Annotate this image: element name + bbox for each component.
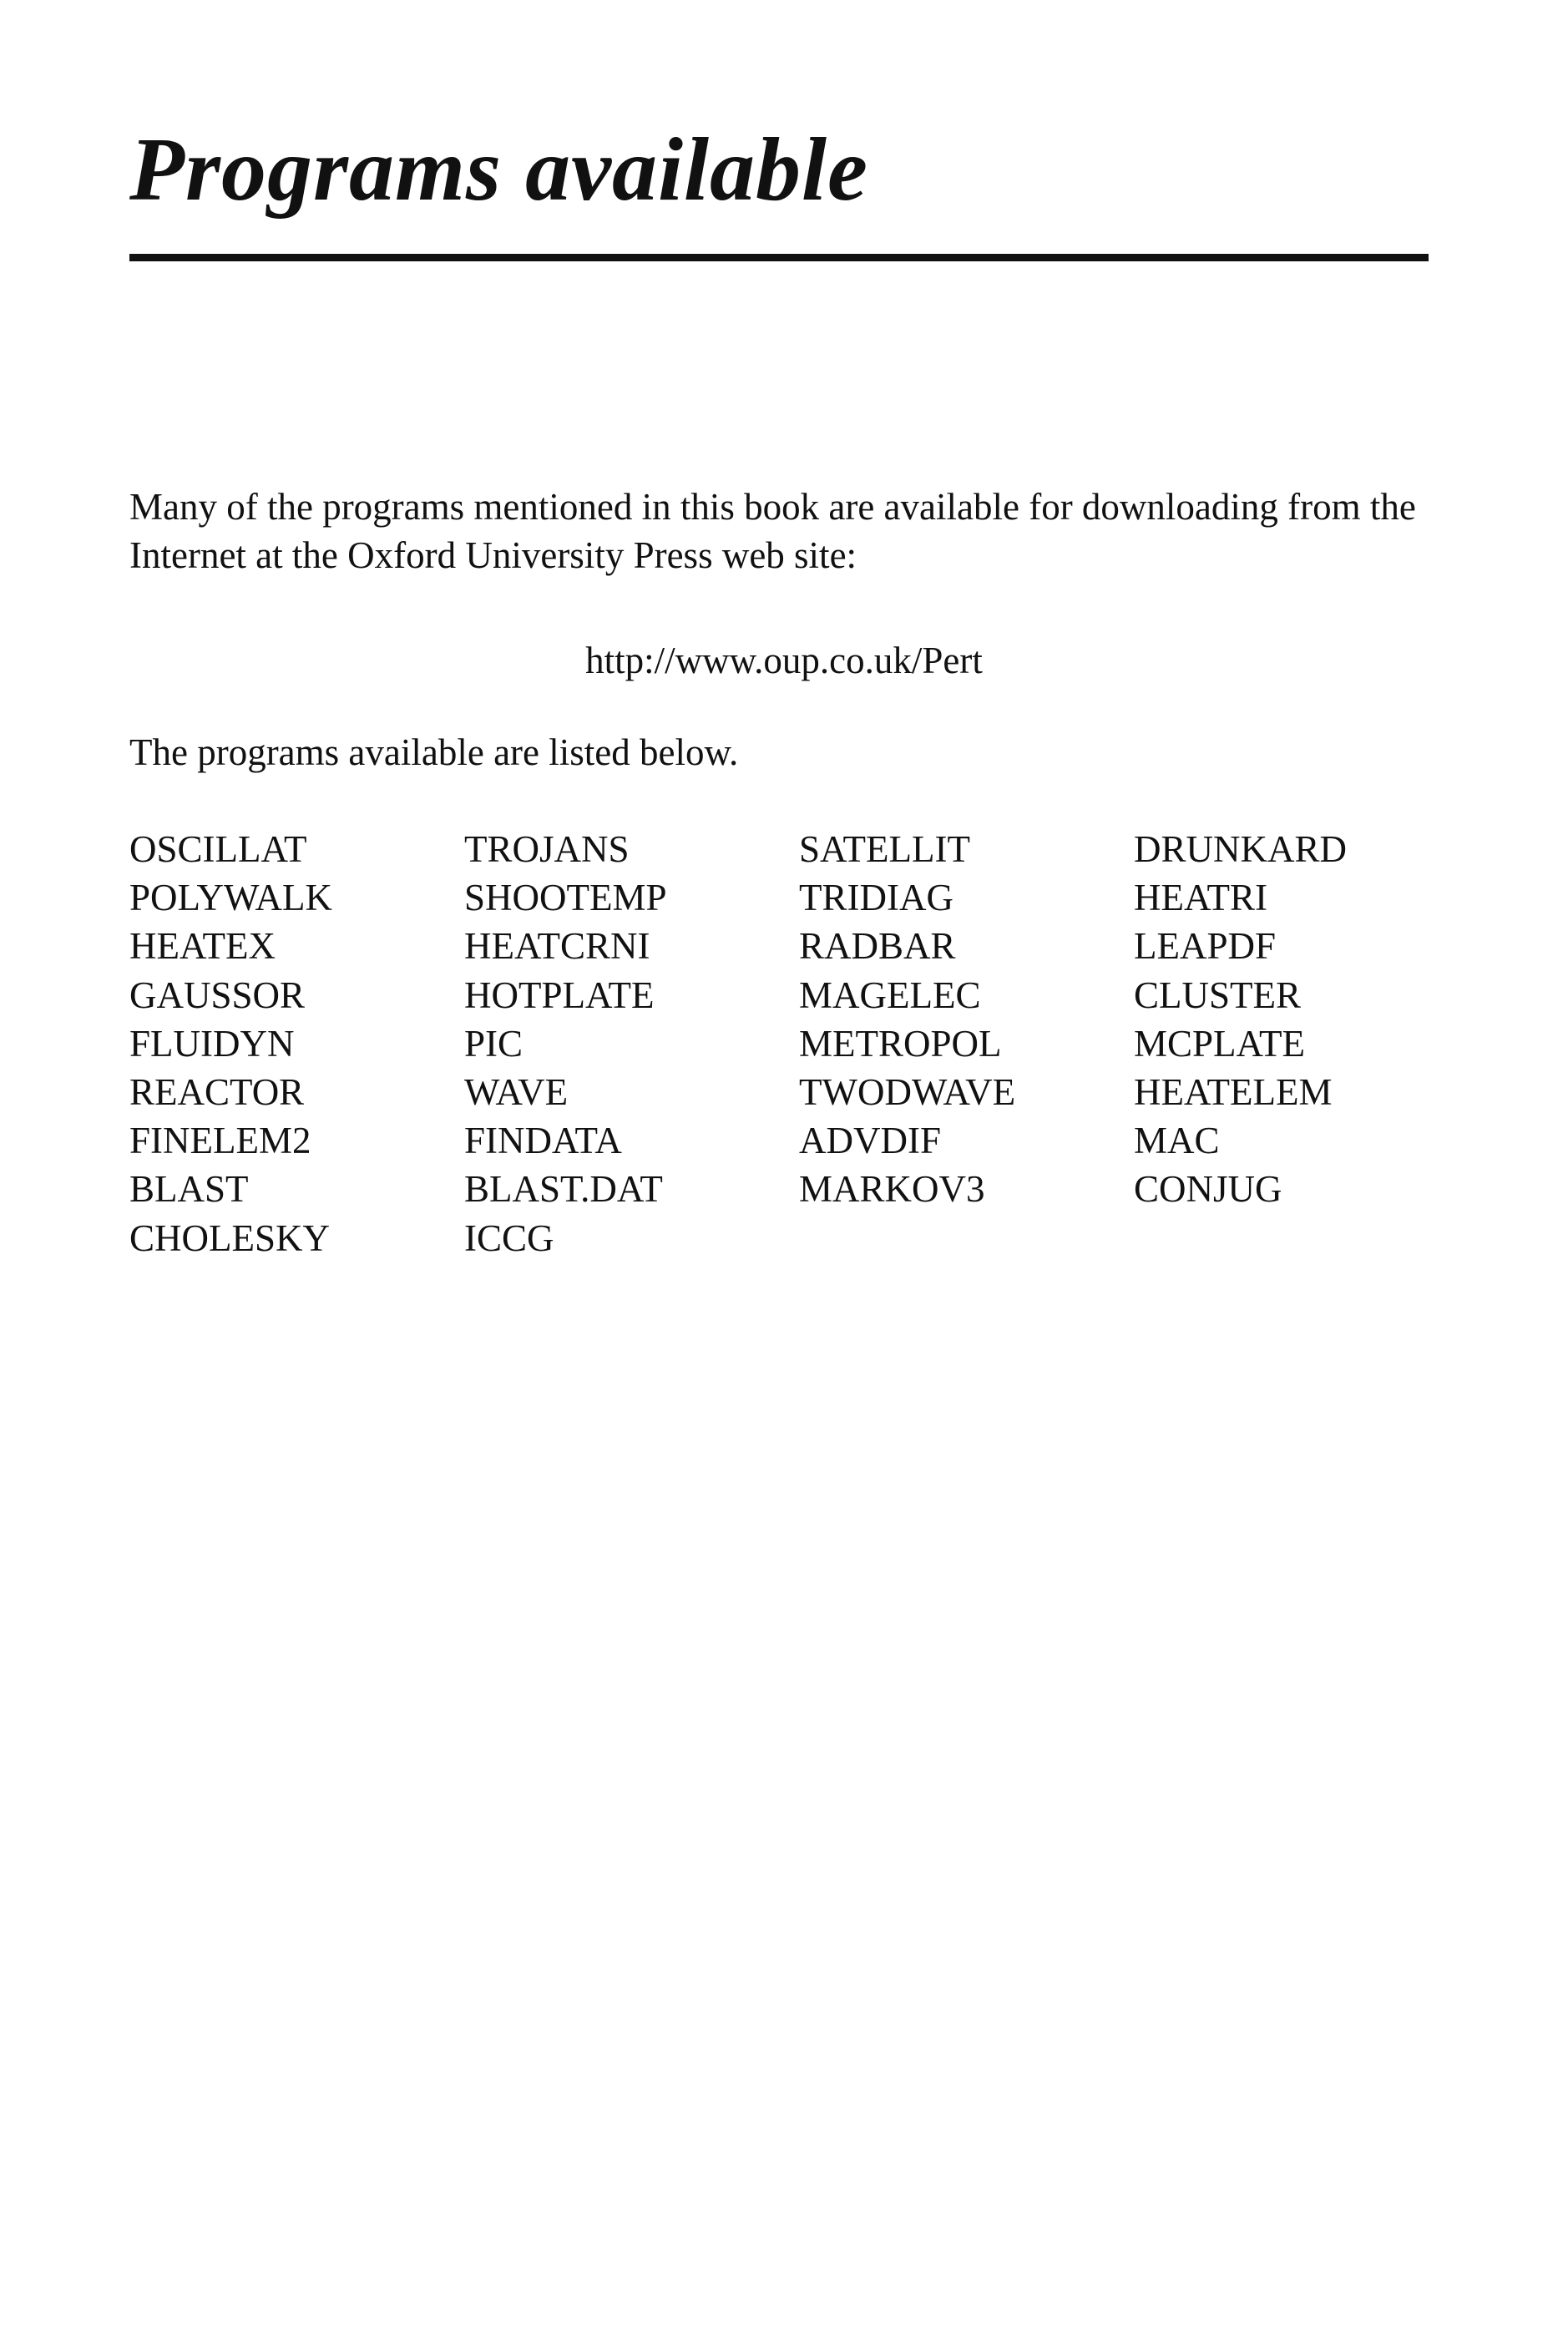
programs-intro: The programs available are listed below.: [129, 731, 739, 773]
program-name: CHOLESKY: [129, 1216, 331, 1259]
program-name: ICCG: [464, 1216, 554, 1259]
program-name: HOTPLATE: [464, 974, 655, 1016]
program-name: METROPOL: [799, 1022, 1002, 1065]
program-name: LEAPDF: [1134, 925, 1277, 968]
program-name: SHOOTEMP: [464, 877, 667, 919]
program-name: GAUSSOR: [129, 974, 306, 1016]
title-rule: [129, 254, 1429, 261]
program-name: HEATELEM: [1134, 1070, 1333, 1113]
program-name: MAC: [1134, 1120, 1220, 1162]
program-name: TROJANS: [464, 828, 630, 870]
program-name: MAGELEC: [799, 974, 981, 1016]
program-name: OSCILLAT: [129, 828, 307, 870]
program-name: RADBAR: [799, 925, 956, 968]
program-name: CLUSTER: [1134, 974, 1302, 1016]
program-name: HEATEX: [129, 925, 276, 968]
intro-paragraph: Many of the programs mentioned in this book are available for downloading from the Internet at the Oxford University Press web site:: [129, 486, 1416, 576]
program-name: MARKOV3: [799, 1168, 985, 1211]
program-name: BLAST.DAT: [464, 1168, 663, 1211]
program-name: HEATCRNI: [464, 925, 650, 968]
program-name: ADVDIF: [799, 1120, 942, 1162]
program-name: BLAST: [129, 1168, 249, 1211]
program-name: TWODWAVE: [799, 1070, 1016, 1113]
program-list: [129, 825, 1465, 1262]
program-name: WAVE: [464, 1070, 569, 1113]
program-name: REACTOR: [129, 1070, 305, 1113]
program-name: HEATRI: [1134, 877, 1267, 919]
program-name: SATELLIT: [799, 828, 970, 870]
program-name: MCPLATE: [1134, 1022, 1306, 1065]
page-title: Programs available: [129, 120, 868, 220]
program-name: FLUIDYN: [129, 1022, 295, 1065]
program-name: DRUNKARD: [1134, 828, 1348, 870]
program-name: FINELEM2: [129, 1120, 311, 1162]
download-url: http://www.oup.co.uk/Pert: [585, 640, 983, 681]
program-name: FINDATA: [464, 1120, 622, 1162]
program-name: TRIDIAG: [799, 877, 953, 919]
program-name: CONJUG: [1134, 1168, 1282, 1211]
program-name: POLYWALK: [129, 877, 332, 919]
program-name: PIC: [464, 1022, 524, 1065]
